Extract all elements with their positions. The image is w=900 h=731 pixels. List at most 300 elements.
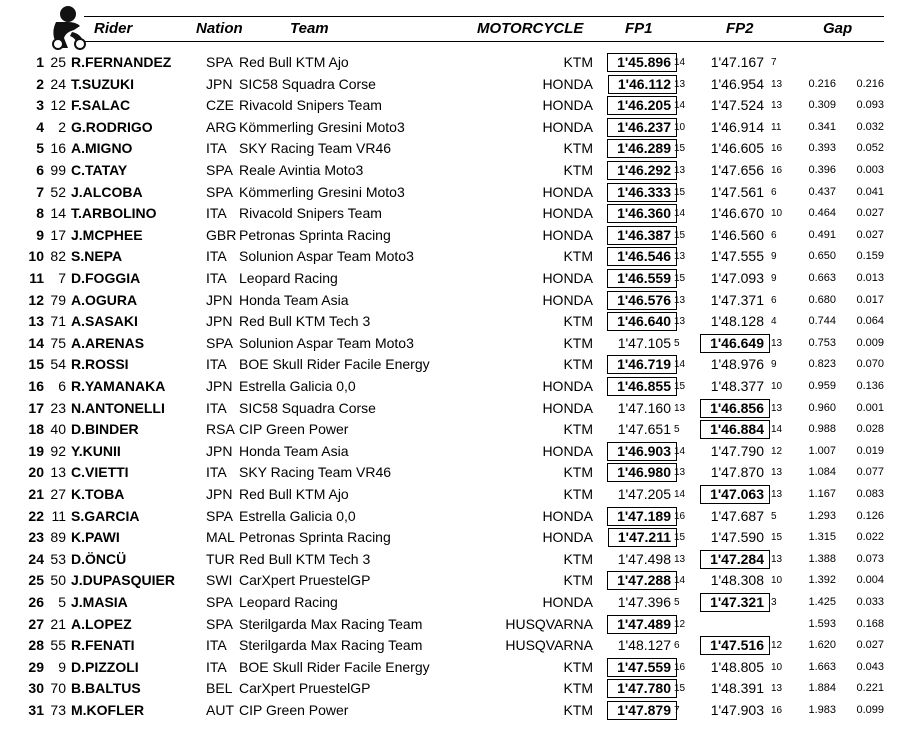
- rider-name: R.FERNANDEZ: [71, 54, 172, 70]
- table-row: [0, 614, 900, 635]
- position: 22: [28, 507, 44, 524]
- fp1-time: 1'47.780: [607, 679, 677, 698]
- gap-to-previous: 0.216: [856, 77, 884, 90]
- position: 19: [28, 442, 44, 459]
- gap-to-previous: 0.070: [856, 358, 884, 371]
- nation: JPN: [206, 442, 233, 459]
- rider-number: 73: [50, 702, 66, 718]
- fp1-laps: 16: [674, 661, 686, 673]
- gap-to-first: 1.425: [808, 596, 836, 608]
- gap-to-first: 1.593: [808, 617, 836, 630]
- fp2-time: 1'47.524: [710, 97, 764, 114]
- fp2-laps: 3: [771, 597, 777, 608]
- team-name: SKY Racing Team VR46: [239, 140, 392, 157]
- motorcycle: HONDA: [542, 507, 593, 524]
- rider-number: 7: [58, 270, 66, 286]
- fp1-time: 1'47.160: [617, 399, 671, 416]
- rider-name: S.GARCIA: [71, 507, 140, 524]
- gap-to-previous: 0.043: [856, 660, 884, 673]
- col-fp1: FP1: [625, 20, 653, 37]
- nation: SPA: [206, 334, 233, 351]
- fp2-time: 1'46.884: [700, 420, 770, 439]
- table-row: [0, 527, 900, 548]
- fp2-laps: 6: [771, 294, 777, 306]
- gap-to-first: 0.396: [808, 164, 836, 176]
- gap-to-first: 0.823: [808, 358, 836, 371]
- fp2-laps: 13: [771, 100, 783, 112]
- rider-name: A.MIGNO: [71, 140, 133, 157]
- fp1-time: 1'46.855: [607, 377, 677, 396]
- rider-name: K.TOBA: [71, 486, 125, 502]
- table-row: [0, 657, 900, 678]
- rider-name: A.OGURA: [71, 291, 138, 308]
- rider-name: A.ARENAS: [71, 334, 145, 351]
- fp2-time: 1'47.167: [710, 54, 764, 70]
- gap-to-first: 0.680: [808, 293, 836, 306]
- col-gap: Gap: [823, 20, 853, 37]
- position: 28: [28, 637, 44, 654]
- gap-to-previous: 0.028: [856, 423, 884, 436]
- nation: JPN: [206, 313, 233, 330]
- fp1-time: 1'47.189: [607, 507, 677, 526]
- rider-name: K.PAWI: [71, 529, 120, 546]
- fp1-time: 1'47.651: [617, 421, 671, 438]
- table-row: [0, 354, 900, 375]
- team-name: Red Bull KTM Tech 3: [239, 550, 371, 567]
- table-row: [0, 246, 900, 267]
- gap-to-first: 1.388: [808, 552, 836, 565]
- position: 31: [28, 702, 44, 718]
- fp1-laps: 6: [674, 640, 680, 652]
- fp2-laps: 13: [771, 402, 783, 414]
- nation: SPA: [206, 162, 233, 178]
- nation: SWI: [206, 572, 233, 589]
- rider-number: 16: [50, 140, 66, 157]
- fp1-laps: 5: [674, 337, 680, 349]
- nation: ITA: [206, 356, 227, 373]
- rider-name: T.ARBOLINO: [71, 205, 157, 222]
- nation: ITA: [206, 140, 227, 157]
- fp1-laps: 13: [674, 294, 686, 306]
- fp2-laps: 10: [771, 208, 783, 220]
- fp2-time: 1'46.670: [710, 205, 764, 222]
- fp1-time: 1'47.396: [617, 594, 671, 610]
- nation: MAL: [206, 529, 235, 546]
- fp2-time: 1'47.371: [710, 291, 764, 308]
- fp1-time: 1'46.719: [607, 355, 677, 374]
- motorcycle: KTM: [563, 486, 593, 502]
- table-row: [0, 376, 900, 397]
- nation: CZE: [206, 97, 234, 114]
- team-name: Petronas Sprinta Racing: [239, 529, 391, 546]
- fp2-laps: 13: [771, 683, 783, 695]
- nation: SPA: [206, 54, 233, 70]
- gap-to-previous: 0.221: [856, 682, 884, 695]
- fp2-time: 1'47.555: [710, 248, 764, 265]
- rider-name: R.YAMANAKA: [71, 378, 166, 394]
- table-row: [0, 570, 900, 591]
- fp1-laps: 15: [674, 532, 686, 544]
- motorcycle: KTM: [563, 248, 593, 265]
- motorcycle: KTM: [563, 702, 593, 718]
- motorcycle: HUSQVARNA: [505, 615, 593, 632]
- fp2-time: 1'47.516: [700, 636, 770, 655]
- team-name: Sterilgarda Max Racing Team: [239, 637, 423, 654]
- team-name: SIC58 Squadra Corse: [239, 75, 376, 92]
- rider-number: 17: [50, 226, 66, 243]
- rider-number: 5: [58, 594, 66, 610]
- fp2-laps: 6: [771, 186, 777, 198]
- team-name: Red Bull KTM Ajo: [239, 486, 349, 502]
- gap-to-previous: 0.159: [856, 250, 884, 263]
- position: 2: [36, 75, 44, 92]
- nation: JPN: [206, 75, 233, 92]
- fp1-time: 1'46.237: [607, 118, 677, 137]
- gap-to-previous: 0.033: [856, 596, 884, 608]
- position: 12: [28, 291, 44, 308]
- fp2-laps: 9: [771, 251, 777, 263]
- fp1-time: 1'47.498: [617, 550, 671, 567]
- gap-to-previous: 0.013: [856, 272, 884, 284]
- motorcycle: HONDA: [542, 270, 593, 286]
- gap-to-previous: 0.041: [856, 185, 884, 198]
- fp1-time: 1'45.896: [607, 53, 677, 72]
- fp1-time: 1'47.559: [607, 658, 677, 677]
- nation: SPA: [206, 507, 233, 524]
- motorcycle: HONDA: [542, 378, 593, 394]
- gap-to-previous: 0.009: [856, 336, 884, 349]
- rider-name: A.SASAKI: [71, 313, 138, 330]
- fp1-laps: 14: [674, 359, 686, 371]
- fp1-laps: 13: [674, 316, 686, 328]
- table-row: [0, 311, 900, 332]
- fp2-time: 1'47.656: [710, 162, 764, 178]
- gap-to-first: 1.084: [808, 466, 836, 479]
- nation: ITA: [206, 248, 227, 265]
- fp2-laps: 15: [771, 532, 783, 544]
- fp2-laps: 6: [771, 229, 777, 241]
- gap-to-previous: 0.017: [856, 293, 884, 306]
- gap-to-previous: 0.093: [856, 99, 884, 112]
- gap-to-previous: 0.126: [856, 509, 884, 522]
- table-row: [0, 635, 900, 656]
- gap-to-first: 0.959: [808, 380, 836, 392]
- rider-number: 82: [50, 248, 66, 265]
- team-name: Rivacold Snipers Team: [239, 205, 382, 222]
- fp2-laps: 16: [771, 143, 783, 155]
- nation: AUT: [206, 702, 234, 718]
- fp1-time: 1'47.205: [617, 486, 671, 502]
- gap-to-first: 0.744: [808, 315, 836, 328]
- team-name: Leopard Racing: [239, 594, 338, 610]
- fp2-laps: 12: [771, 640, 783, 652]
- fp1-laps: 13: [674, 78, 686, 90]
- fp2-time: 1'47.284: [700, 550, 770, 569]
- fp1-laps: 10: [674, 121, 686, 133]
- team-name: Red Bull KTM Tech 3: [239, 313, 371, 330]
- rider-name: D.FOGGIA: [71, 270, 141, 286]
- fp1-time: 1'46.292: [607, 161, 677, 180]
- gap-to-previous: 0.022: [856, 531, 884, 544]
- fp2-laps: 11: [771, 121, 782, 133]
- fp1-laps: 12: [674, 618, 686, 630]
- gap-to-first: 1.884: [808, 682, 836, 695]
- rider-number: 11: [51, 507, 66, 524]
- fp1-time: 1'46.559: [607, 269, 677, 288]
- position: 21: [28, 486, 44, 502]
- rider-name: F.SALAC: [71, 97, 131, 114]
- gap-to-first: 0.216: [808, 77, 836, 90]
- gap-to-previous: 0.027: [856, 207, 884, 220]
- fp1-laps: 15: [674, 273, 686, 284]
- team-name: BOE Skull Rider Facile Energy: [239, 356, 430, 373]
- team-name: Reale Avintia Moto3: [239, 162, 364, 178]
- rider-number: 53: [50, 550, 66, 567]
- position: 24: [28, 550, 44, 567]
- position: 13: [28, 313, 44, 330]
- gap-to-previous: 0.052: [856, 142, 884, 155]
- position: 25: [28, 572, 44, 589]
- fp1-laps: 14: [674, 445, 686, 457]
- header-bottom-rule: [84, 41, 884, 42]
- fp1-time: 1'46.903: [607, 442, 677, 461]
- rider-number: 52: [50, 183, 66, 200]
- position: 6: [36, 162, 44, 178]
- rider-number: 99: [50, 162, 66, 178]
- rider-number: 14: [50, 205, 66, 222]
- team-name: Rivacold Snipers Team: [239, 97, 382, 114]
- fp1-time: 1'46.980: [607, 463, 677, 482]
- team-name: Sterilgarda Max Racing Team: [239, 615, 423, 632]
- nation: ITA: [206, 637, 227, 654]
- fp2-time: 1'47.903: [710, 702, 764, 718]
- fp2-laps: 14: [771, 424, 783, 436]
- rider-name: T.SUZUKI: [71, 75, 134, 92]
- motorcycle: HONDA: [542, 183, 593, 200]
- fp2-laps: 10: [771, 661, 783, 673]
- fp1-laps: 15: [674, 143, 686, 155]
- fp2-time: 1'46.954: [710, 75, 764, 92]
- fp2-laps: 13: [771, 337, 783, 349]
- gap-to-previous: 0.064: [856, 315, 884, 328]
- position: 29: [28, 658, 44, 675]
- motorcycle: KTM: [563, 550, 593, 567]
- rider-number: 13: [50, 464, 66, 481]
- gap-to-first: 0.988: [808, 423, 836, 436]
- gap-to-first: 1.983: [808, 704, 836, 716]
- position: 20: [28, 464, 44, 481]
- team-name: Red Bull KTM Ajo: [239, 54, 349, 70]
- table-row: [0, 592, 900, 613]
- gap-to-first: 0.341: [808, 120, 836, 133]
- position: 9: [36, 226, 44, 243]
- rider-number: 23: [50, 399, 66, 416]
- rider-name: N.ANTONELLI: [71, 399, 165, 416]
- team-name: Estrella Galicia 0,0: [239, 507, 356, 524]
- nation: SPA: [206, 183, 233, 200]
- gap-to-first: 1.392: [808, 574, 836, 587]
- fp1-time: 1'46.576: [607, 291, 677, 310]
- fp2-time: 1'46.914: [710, 118, 764, 135]
- gap-to-first: 0.464: [808, 207, 836, 220]
- rider-number: 70: [50, 680, 66, 697]
- rider-name: J.ALCOBA: [71, 183, 143, 200]
- rider-name: R.ROSSI: [71, 356, 129, 373]
- rider-number: 2: [58, 118, 66, 135]
- team-name: SIC58 Squadra Corse: [239, 399, 376, 416]
- fp2-laps: 9: [771, 359, 777, 371]
- team-name: CIP Green Power: [239, 421, 349, 438]
- fp2-time: 1'47.561: [710, 183, 764, 200]
- nation: SPA: [206, 615, 233, 632]
- motorcycle: HUSQVARNA: [505, 637, 593, 654]
- nation: JPN: [206, 378, 233, 394]
- position: 8: [36, 205, 44, 222]
- team-name: SKY Racing Team VR46: [239, 464, 392, 481]
- nation: BEL: [206, 680, 233, 697]
- fp2-time: 1'47.687: [710, 507, 764, 524]
- fp1-laps: 14: [674, 575, 686, 587]
- fp1-time: 1'46.205: [607, 96, 677, 115]
- rider-number: 27: [50, 486, 66, 502]
- fp1-time: 1'46.112: [608, 75, 677, 94]
- fp2-laps: 5: [771, 510, 777, 522]
- fp2-time: 1'48.976: [710, 356, 764, 373]
- position: 18: [28, 421, 44, 438]
- motorcycle: KTM: [563, 140, 593, 157]
- gap-to-previous: 0.027: [856, 228, 884, 241]
- gap-to-first: 1.293: [808, 509, 836, 522]
- table-row: [0, 117, 900, 138]
- rider-number: 21: [50, 615, 66, 632]
- team-name: Solunion Aspar Team Moto3: [239, 248, 414, 265]
- rider-name: J.MCPHEE: [71, 226, 143, 243]
- position: 26: [28, 594, 44, 610]
- rider-number: 79: [50, 291, 66, 308]
- motorcycle: HONDA: [542, 291, 593, 308]
- nation: TUR: [206, 550, 235, 567]
- table-row: [0, 74, 900, 95]
- fp1-laps: 5: [674, 424, 680, 436]
- gap-to-previous: 0.027: [856, 639, 884, 652]
- rider-number: 24: [50, 75, 66, 92]
- gap-to-previous: 0.073: [856, 552, 884, 565]
- fp1-laps: 15: [674, 381, 686, 392]
- position: 17: [28, 399, 44, 416]
- fp2-laps: 4: [771, 316, 777, 328]
- fp2-time: 1'46.605: [710, 140, 764, 157]
- fp1-laps: 13: [674, 165, 686, 176]
- rider-name: D.BINDER: [71, 421, 139, 438]
- gap-to-previous: 0.136: [856, 380, 884, 392]
- nation: ITA: [206, 205, 227, 222]
- rider-number: 9: [58, 658, 66, 675]
- gap-to-previous: 0.077: [856, 466, 884, 479]
- rider-number: 6: [58, 378, 66, 394]
- fp1-laps: 14: [674, 100, 686, 112]
- table-row: [0, 160, 900, 181]
- fp2-time: 1'48.308: [710, 572, 764, 589]
- rider-number: 54: [50, 356, 66, 373]
- position: 23: [28, 529, 44, 546]
- rider-name: G.RODRIGO: [71, 118, 153, 135]
- table-row: [0, 398, 900, 419]
- nation: ITA: [206, 270, 227, 286]
- fp2-time: 1'46.649: [700, 334, 770, 353]
- fp2-time: 1'48.391: [710, 680, 764, 697]
- team-name: Petronas Sprinta Racing: [239, 226, 391, 243]
- rider-name: S.NEPA: [71, 248, 123, 265]
- col-team: Team: [290, 20, 329, 37]
- col-motorcycle: MOTORCYCLE: [477, 20, 584, 37]
- table-header: [0, 0, 900, 50]
- position: 5: [36, 140, 44, 157]
- team-name: Honda Team Asia: [239, 442, 349, 459]
- fp2-laps: 9: [771, 273, 777, 284]
- table-row: [0, 419, 900, 440]
- gap-to-first: 1.315: [808, 531, 836, 544]
- table-row: [0, 268, 900, 289]
- gap-to-first: 1.007: [808, 444, 836, 457]
- motorcycle: KTM: [563, 162, 593, 178]
- gap-to-first: 0.437: [808, 185, 836, 198]
- gap-to-previous: 0.099: [856, 704, 884, 716]
- fp2-time: 1'46.856: [700, 399, 770, 418]
- rider-name: B.BALTUS: [71, 680, 141, 697]
- gap-to-first: 0.309: [808, 99, 836, 112]
- position: 15: [28, 356, 44, 373]
- rider-name: Y.KUNII: [71, 442, 121, 459]
- fp2-laps: 13: [771, 78, 783, 90]
- gap-to-first: 0.960: [808, 401, 836, 414]
- gap-to-first: 1.620: [808, 639, 836, 652]
- table-row: [0, 678, 900, 699]
- table-row: [0, 225, 900, 246]
- rider-number: 55: [50, 637, 66, 654]
- table-row: [0, 182, 900, 203]
- gap-to-previous: 0.004: [856, 574, 884, 587]
- fp1-time: 1'46.289: [607, 139, 677, 158]
- motorcycle: HONDA: [542, 118, 593, 135]
- position: 30: [28, 680, 44, 697]
- nation: ITA: [206, 658, 227, 675]
- rider-number: 25: [50, 54, 66, 70]
- fp2-time: 1'47.321: [700, 593, 770, 612]
- rider-name: M.KOFLER: [71, 702, 145, 718]
- motorcycle: KTM: [563, 572, 593, 589]
- position: 16: [28, 378, 44, 394]
- team-name: Honda Team Asia: [239, 291, 349, 308]
- fp1-time: 1'46.546: [607, 247, 677, 266]
- team-name: Leopard Racing: [239, 270, 338, 286]
- table-row: [0, 333, 900, 354]
- table-row: [0, 138, 900, 159]
- rider-number: 71: [50, 313, 66, 330]
- fp1-time: 1'47.489: [607, 615, 677, 634]
- fp2-time: 1'47.093: [710, 270, 764, 286]
- nation: RSA: [206, 421, 235, 438]
- rider-name: R.FENATI: [71, 637, 135, 654]
- table-row: [0, 462, 900, 483]
- gap-to-first: 0.663: [808, 272, 836, 284]
- position: 11: [29, 270, 44, 286]
- motorcycle: HONDA: [542, 226, 593, 243]
- nation: GBR: [206, 226, 237, 243]
- fp2-laps: 7: [771, 57, 777, 68]
- motorcycle: KTM: [563, 356, 593, 373]
- fp1-time: 1'48.127: [617, 637, 671, 654]
- motorcycle: KTM: [563, 334, 593, 351]
